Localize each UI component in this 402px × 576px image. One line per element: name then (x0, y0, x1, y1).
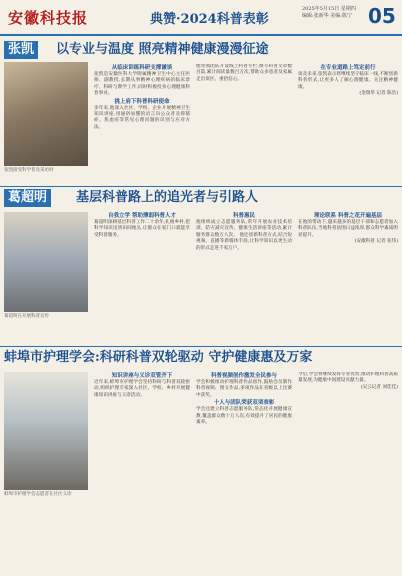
page-theme: 典赞·2024科普表彰 (150, 12, 269, 27)
story3-paragraph-1: 近年来,蚌埠市护理学会坚持科研与科普双轮驱动,组织护理专家深入社区、学校、乡村开展健康知识讲座与义诊活动。 (94, 380, 190, 398)
story3-subhead-2: 科普视频创作激发全民参与 (210, 373, 277, 379)
story3-subhead-3: 十人与团队荣获双项表彰 (213, 400, 275, 407)
story3-column-3 (298, 372, 398, 572)
story2-author: (安徽科普 记者 张伟) (354, 239, 398, 245)
story1-name: 张凯 (4, 41, 38, 59)
issue-meta (302, 6, 356, 20)
story3-column-2 (196, 372, 292, 572)
story1-photo-caption: 张凯接受科学普及采访时 (4, 168, 54, 173)
story3-paragraph-3: 学会还建立科普志愿服务队,常态化开展健康宣教,覆盖群众数十万人次,有效提升了居民的健康素养。 (196, 407, 292, 426)
story2-subhead-2: 科普惠民 (232, 213, 255, 219)
story1-author: (金瑞华 记者 陈浩) (359, 91, 398, 97)
story1-paragraph-3: 他带领团队开设线上科普专栏,撰写科普文章数百篇,累计阅读量数百万次,帮助众多患者及家属走出误区、重拾信心。 (196, 64, 292, 82)
story2-column-1 (94, 212, 190, 342)
editor-line: 编辑:张新华 美编:陈宁 (302, 13, 352, 19)
story2-headline: 基层科普路上的追光者与引路人 (76, 190, 259, 205)
story2-column-3 (298, 212, 398, 342)
story1-column-1 (94, 64, 190, 182)
story3-photo-caption: 蚌埠市护理学会志愿者在社区义诊 (4, 492, 72, 497)
story3-column-1 (94, 372, 190, 572)
story2-photo-caption: 葛超明在开展科普宣传 (4, 314, 49, 319)
page-number: 05 (368, 4, 396, 28)
story2-paragraph-3: 他还创新科普方式,结合短视频、直播等新媒体手段,让科学知识以更生动的形式走进千家万户。 (196, 232, 292, 251)
story2-column-2 (196, 212, 292, 342)
story2-paragraph-4: 在他的带动下,越来越多的基层干部和志愿者加入科普队伍,当地科普氛围日益浓厚,群众科学素质明显提升。 (298, 220, 398, 238)
story3-paragraph-4: 今后,学会将继续发挥专业优势,推动护理科普高质量发展,为健康中国建设贡献力量。 (298, 372, 398, 384)
section-divider-1 (0, 186, 402, 187)
story3-subhead-1: 知识讲座与义诊双管齐下 (111, 373, 173, 379)
story2-subhead-1: 自我立学 帮助薄弱科普人才 (108, 213, 176, 219)
newspaper-logo: 安徽科技报 (8, 9, 89, 27)
story2-subhead-3: 理论联系 科普之花开遍基层 (314, 213, 382, 219)
story1-subhead-2: 挑上肩下科普科研使命 (114, 98, 170, 105)
story1-paragraph-4: 谈及未来,张凯表示将继续坚守临床一线,不断创新科普形式,让更多人了解心理健康、关注精神健康。 (298, 72, 398, 90)
story1-subhead-1: 从临床训练科研支撑谦谈 (111, 65, 173, 71)
story3-title-bar (0, 348, 402, 368)
story3-photo (4, 372, 88, 490)
story1-column-3 (298, 64, 398, 182)
story1-paragraph-2: 多年来,他深入社区、学校、企业开展精神卫生知识讲座,用通俗易懂的语言向公众普及抑郁症、焦虑症等常见心理问题的识别与应对方法。 (94, 105, 190, 130)
story1-subhead-3: 在专业道路上笃定前行 (320, 65, 376, 71)
story2-paragraph-2: 他组织成立志愿服务队,常年开展农业技术培训、防灾减灾宣传、健康生活讲座等活动,累计服务群众数万人次。 (196, 220, 292, 238)
story2-photo (4, 212, 88, 312)
story1-photo (4, 62, 88, 166)
story3-author: (吴云记者 刘佳佳) (360, 384, 398, 390)
story2-title-bar (0, 188, 402, 208)
story3-paragraph-2: 学会积极推动护理科普作品创作,鼓励会员制作科普视频、图文作品,多项作品在省级以上比赛中获奖。 (196, 380, 292, 398)
story1-title-bar (0, 40, 402, 60)
story2-name: 葛超明 (4, 189, 51, 207)
story3-headline: 蚌埠市护理学会:科研科普双轮驱动 守护健康惠及万家 (4, 350, 313, 365)
story2-paragraph-1: 葛超明深耕基层科普工作二十余年,扎根乡村,把科学知识送到田间地头,让群众在家门口就能享受科普服务。 (94, 220, 190, 238)
story1-headline: 以专业与温度 照亮精神健康漫漫征途 (56, 42, 269, 57)
masthead (0, 0, 402, 36)
section-divider-2 (0, 346, 402, 347)
issue-date: 2025年5月15日 星期四 (302, 6, 356, 12)
story1-paragraph-1: 张凯是安徽医科大学附属精神卫生中心主任医师、副教授,长期从事精神心理疾病的临床诊疗、科研与教学工作,同时积极投身心理健康科普事业。 (94, 72, 190, 97)
story1-column-2 (196, 64, 292, 182)
